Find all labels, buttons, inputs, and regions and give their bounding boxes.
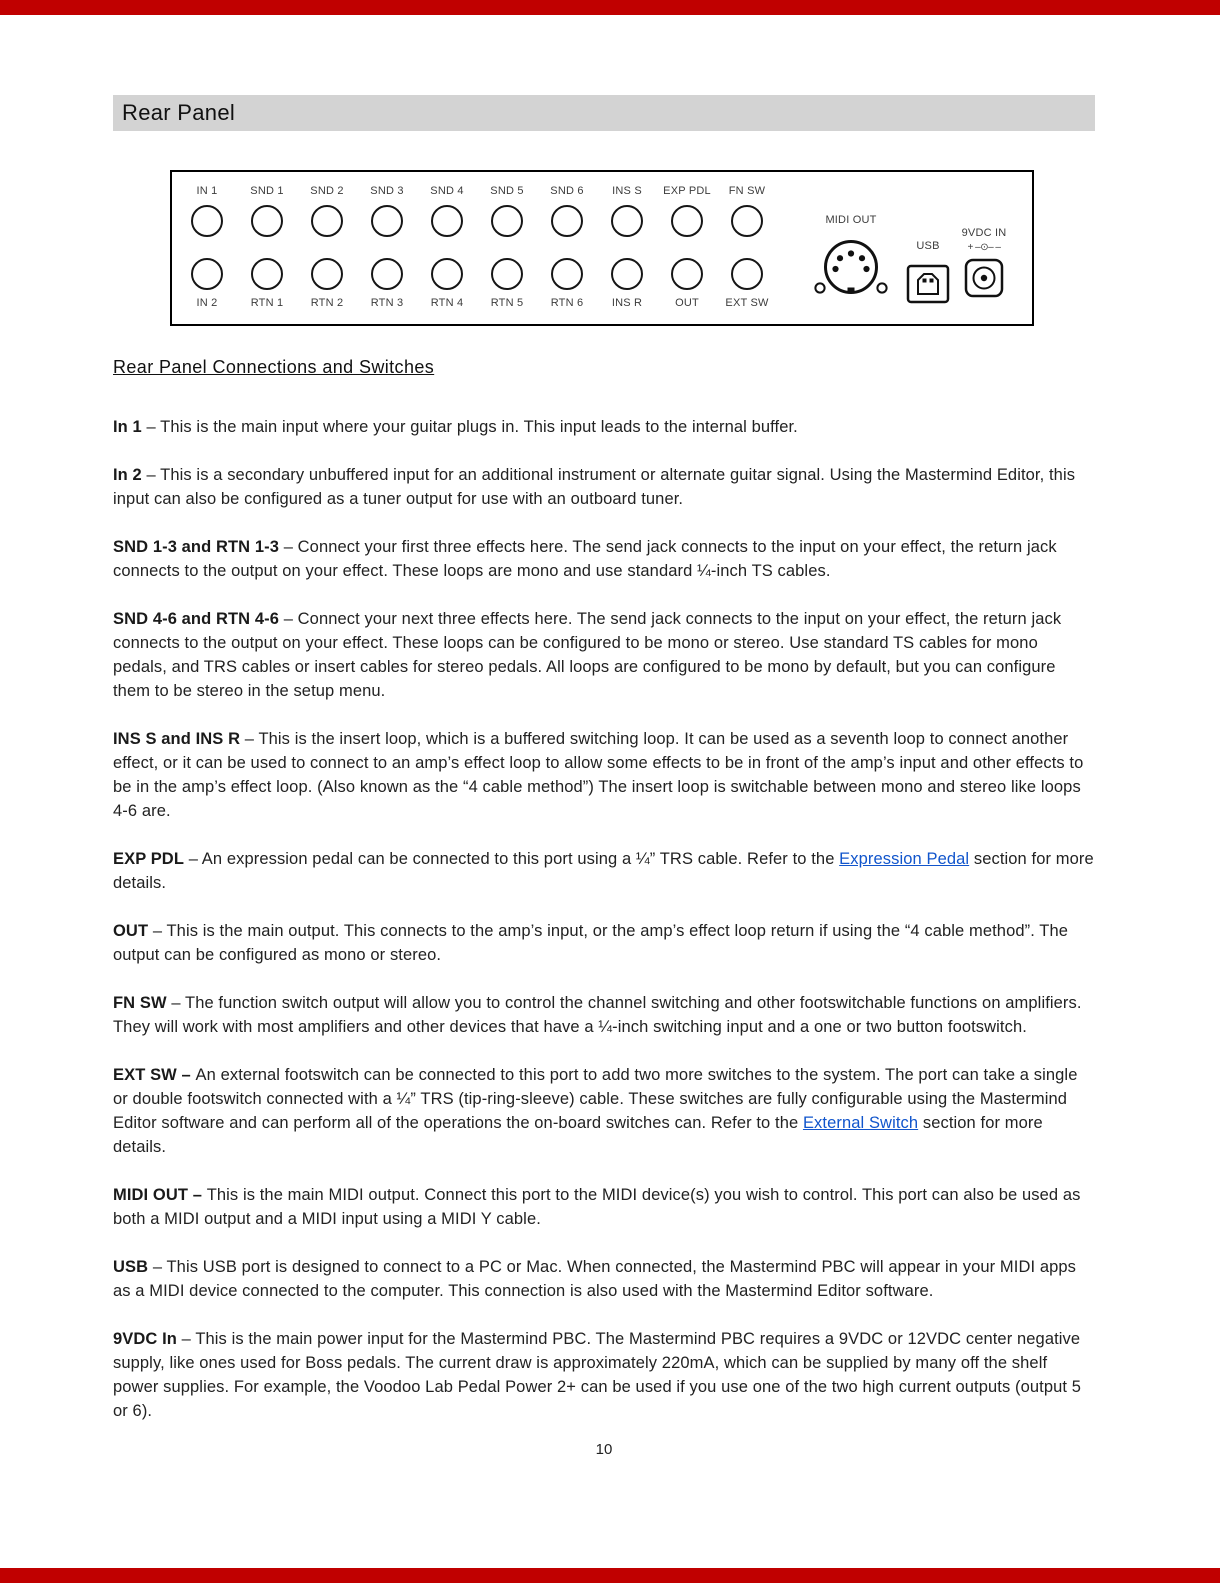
jack-label: FN SW xyxy=(728,185,766,197)
paragraph-lead: SND 1-3 and RTN 1-3 xyxy=(113,538,280,556)
power-jack-icon xyxy=(964,258,1004,298)
paragraph-9vdc-in xyxy=(113,1327,1095,1423)
paragraph-text: This is the main MIDI output. Connect this port to the MIDI device(s) you wish to control. This port can also be used as both a MIDI output and a MIDI input using a MIDI Y cable. xyxy=(113,1186,1081,1228)
paragraph-snd-rtn-1-3 xyxy=(113,535,1095,583)
paragraph-lead: EXT SW – xyxy=(113,1066,196,1084)
external-switch-link[interactable]: External Switch xyxy=(802,1114,919,1132)
top-accent-bar xyxy=(0,0,1220,15)
paragraph-usb xyxy=(113,1255,1095,1303)
page-content xyxy=(113,95,1095,1458)
jack-column-3 xyxy=(297,185,357,310)
midi-out-connector xyxy=(808,214,894,297)
paragraph-text: section for more details. xyxy=(113,850,1094,892)
jack-circle xyxy=(311,205,343,237)
paragraph-lead: In 2 xyxy=(113,466,142,484)
paragraph-lead: 9VDC In xyxy=(113,1330,177,1348)
paragraph-text: – This is the insert loop, which is a buffered switching loop. It can be used as a seventh loop to connect another effect, or it can be used to connect to an amp’s effect loop to allow some effects to be in front of the amp’s input and other effects to be in the amp’s effect loop. (Also known as the “4 cable method”) The insert loop is switchable between mono and stereo like loops 4-6 are. xyxy=(113,730,1084,820)
midi-din-icon xyxy=(813,239,889,297)
paragraph-lead: USB xyxy=(113,1258,149,1276)
jack-label: OUT xyxy=(675,297,699,309)
paragraph-text: – Connect your next three effects here. The send jack connects to the input on your effect, the return jack connects to the output on your effect. These loops can be configured to be mono or stereo. Use standard TS cables for mono pedals, and TRS cables or insert cables for stereo pedals. All loops are configured to be mono by default, but you can configure them to be stereo in the setup menu. xyxy=(113,610,1062,700)
paragraph-out xyxy=(113,919,1095,967)
power-label: 9VDC IN xyxy=(961,227,1007,239)
jack-circle xyxy=(551,205,583,237)
paragraph-text: – This is the main input where your guitar plugs in. This input leads to the internal buffer. xyxy=(141,418,798,436)
paragraph-ins-s-r xyxy=(113,727,1095,823)
jack-circle xyxy=(251,205,283,237)
jack-circle xyxy=(731,205,763,237)
jack-circle xyxy=(431,205,463,237)
jack-label: INS R xyxy=(611,297,643,309)
paragraph-text: section for more details. xyxy=(113,1114,1043,1156)
jack-column-8 xyxy=(597,185,657,310)
jack-circle xyxy=(671,205,703,237)
jack-circle xyxy=(431,258,463,290)
jack-circle xyxy=(371,258,403,290)
paragraph-in-1 xyxy=(113,415,1095,439)
jack-column-1 xyxy=(177,185,237,310)
jack-column-10 xyxy=(717,185,777,310)
paragraph-text: – Connect your first three effects here. The send jack connects to the input on your effect, the return jack connects to the output on your effect. These loops are mono and use standard ¼-inch TS cables. xyxy=(113,538,1057,580)
usb-port-icon xyxy=(906,264,950,304)
jack-circle xyxy=(191,205,223,237)
jack-label: RTN 3 xyxy=(370,297,404,309)
jack-label: SND 1 xyxy=(250,185,284,197)
expression-pedal-link[interactable]: Expression Pedal xyxy=(839,850,970,868)
paragraph-ext-sw xyxy=(113,1063,1095,1159)
jack-label: SND 2 xyxy=(310,185,344,197)
paragraph-lead: OUT xyxy=(113,922,149,940)
usb-connector xyxy=(898,240,958,304)
jack-circle xyxy=(251,258,283,290)
paragraph-lead: SND 4-6 and RTN 4-6 xyxy=(113,610,280,628)
jack-column-4 xyxy=(357,185,417,310)
jack-label: SND 3 xyxy=(370,185,404,197)
paragraph-text: – This USB port is designed to connect to a PC or Mac. When connected, the Mastermind PBC will appear in your MIDI apps as a MIDI device connected to the computer. This connection is also used with the Mastermind Editor software. xyxy=(113,1258,1077,1300)
section-heading: Rear Panel Connections and Switches xyxy=(113,357,435,377)
jack-circle xyxy=(191,258,223,290)
paragraph-text: – This is a secondary unbuffered input for an additional instrument or alternate guitar signal. Using the Mastermind Editor, this input can also be configured as a tuner output for use with an outboard tuner. xyxy=(113,466,1076,508)
paragraph-text: – This is the main power input for the Mastermind PBC. The Mastermind PBC requires a 9VDC or 12VDC center negative supply, like ones used for Boss pedals. The current draw is approximately 220mA, which can be supplied by many off the shelf power supplies. For example, the Voodoo Lab Pedal Power 2+ can be used if you use one of the two high current outputs (output 5 or 6). xyxy=(113,1330,1082,1420)
jack-circle xyxy=(551,258,583,290)
jack-grid xyxy=(177,185,777,310)
jack-circle xyxy=(491,258,523,290)
paragraph-in-2 xyxy=(113,463,1095,511)
paragraph-lead: In 1 xyxy=(113,418,142,436)
jack-column-2 xyxy=(237,185,297,310)
paragraph-lead: FN SW xyxy=(113,994,167,1012)
paragraph-fn-sw xyxy=(113,991,1095,1039)
paragraph-midi-out xyxy=(113,1183,1095,1231)
jack-label: RTN 6 xyxy=(550,297,584,309)
jack-circle xyxy=(371,205,403,237)
polarity-symbol: + –⊙– – xyxy=(967,242,1001,253)
jack-label: RTN 5 xyxy=(490,297,524,309)
paragraph-text: An external footswitch can be connected to this port to add two more switches to the system. The port can take a single or double footswitch connected with a ¼” TRS (tip-ring-sleeve) cable. These switches are fully configurable using the Mastermind Editor software and can perform all of the operations the on-board switches can. Refer to the xyxy=(113,1066,1078,1132)
jack-label: RTN 4 xyxy=(430,297,464,309)
paragraph-text: – The function switch output will allow you to control the channel switching and other footswitchable functions on amplifiers. They will work with most amplifiers and other devices that have a ¼-inch switching input and a one or two button footswitch. xyxy=(113,994,1082,1036)
paragraph-lead: EXP PDL xyxy=(113,850,185,868)
jack-label: SND 6 xyxy=(550,185,584,197)
jack-label: RTN 2 xyxy=(310,297,344,309)
page-number: 10 xyxy=(595,1441,613,1458)
paragraph-snd-rtn-4-6 xyxy=(113,607,1095,703)
jack-label: SND 4 xyxy=(430,185,464,197)
paragraph-text: – This is the main output. This connects to the amp’s input, or the amp’s effect loop return if using the “4 cable method”. The output can be configured as mono or stereo. xyxy=(113,922,1069,964)
jack-circle xyxy=(671,258,703,290)
midi-out-label: MIDI OUT xyxy=(825,214,877,226)
jack-label: RTN 1 xyxy=(250,297,284,309)
jack-label: EXP PDL xyxy=(663,185,711,197)
rear-panel-diagram xyxy=(170,170,1034,326)
jack-label: EXT SW xyxy=(725,297,769,309)
jack-label: IN 1 xyxy=(196,185,218,197)
paragraph-lead: MIDI OUT – xyxy=(113,1186,207,1204)
jack-circle xyxy=(311,258,343,290)
paragraph-text: – An expression pedal can be connected to this port using a ¼” TRS cable. Refer to the xyxy=(184,850,840,868)
jack-column-7 xyxy=(537,185,597,310)
paragraph-lead: INS S and INS R xyxy=(113,730,241,748)
jack-circle xyxy=(491,205,523,237)
bottom-accent-bar xyxy=(0,1568,1220,1583)
usb-label: USB xyxy=(916,240,940,252)
jack-circle xyxy=(611,205,643,237)
jack-label: IN 2 xyxy=(196,297,218,309)
jack-label: SND 5 xyxy=(490,185,524,197)
paragraph-exp-pdl xyxy=(113,847,1095,895)
jack-circle xyxy=(731,258,763,290)
jack-column-5 xyxy=(417,185,477,310)
jack-column-6 xyxy=(477,185,537,310)
jack-circle xyxy=(611,258,643,290)
jack-column-9 xyxy=(657,185,717,310)
page-title: Rear Panel xyxy=(113,95,1095,131)
jack-label: INS S xyxy=(612,185,642,197)
power-connector xyxy=(954,227,1014,298)
